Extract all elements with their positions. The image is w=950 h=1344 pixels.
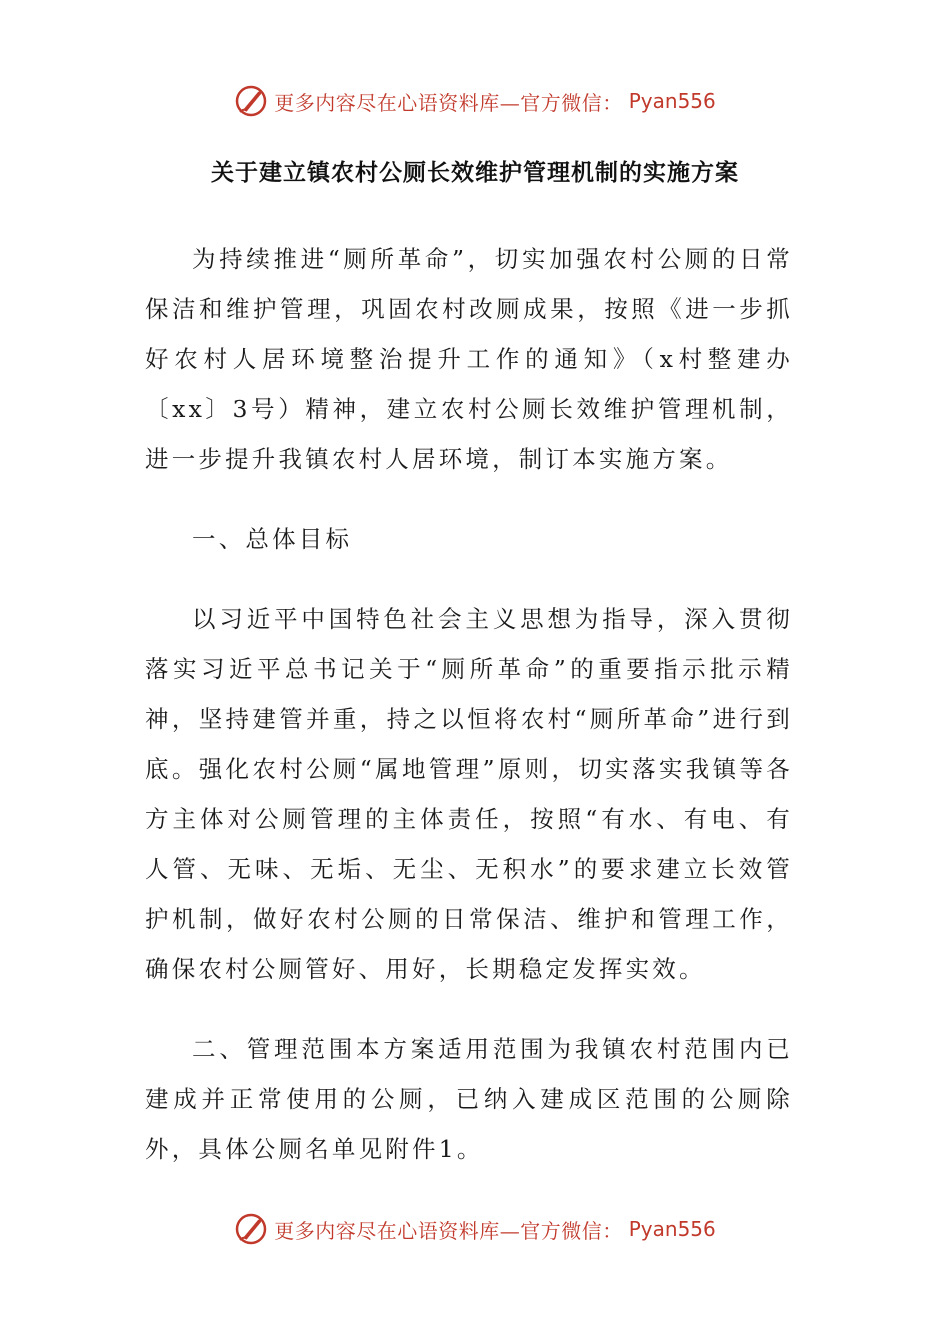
document-title: 关于建立镇农村公厕长效维护管理机制的实施方案 xyxy=(211,160,739,186)
paragraph-scope: 二、管理范围本方案适用范围为我镇农村范围内已建成并正常使用的公厕，已纳入建成区范围的公厕除外，具体公厕名单见附件1。 xyxy=(145,1035,793,1163)
paragraph-objectives: 以习近平中国特色社会主义思想为指导，深入贯彻落实习近平总书记关于“厕所革命”的重要指示批示精神，坚持建管并重，持之以恒将农村“厕所革命”进行到底。强化农村公厕“属地管理”原则，切实落实我镇等各方主体对公厕管理的主体责任，按照“有水、有电、有人管、无味、无垢、无尘、无积水”的要求建立长效管护机制，做好农村公厕的日常保洁、维护和管理工作，确保农村公厕管好、用好，长期稳定发挥实效。 xyxy=(145,605,793,983)
watermark-text: 更多内容尽在心语资料库—官方微信： xyxy=(274,1218,623,1243)
watermark-contact: Pyan556 xyxy=(628,1217,716,1241)
paragraph-intro: 为持续推进“厕所革命”，切实加强农村公厕的日常保洁和维护管理，巩固农村改厕成果，按照《进一步抓好农村人居环境整治提升工作的通知》（x村整建办〔xx〕3号）精神，建立农村公厕长效维护管理机制，进一步提升我镇农村人居环境，制订本实施方案。 xyxy=(145,245,793,473)
watermark-footer xyxy=(0,1212,950,1246)
quill-logo-icon xyxy=(234,1212,268,1246)
watermark-contact: Pyan556 xyxy=(628,89,716,113)
quill-logo-icon xyxy=(234,84,268,118)
watermark-text: 更多内容尽在心语资料库—官方微信： xyxy=(274,90,623,115)
document-body xyxy=(145,234,793,1204)
watermark-header xyxy=(0,84,950,118)
section-heading-1: 一、总体目标 xyxy=(192,525,353,553)
